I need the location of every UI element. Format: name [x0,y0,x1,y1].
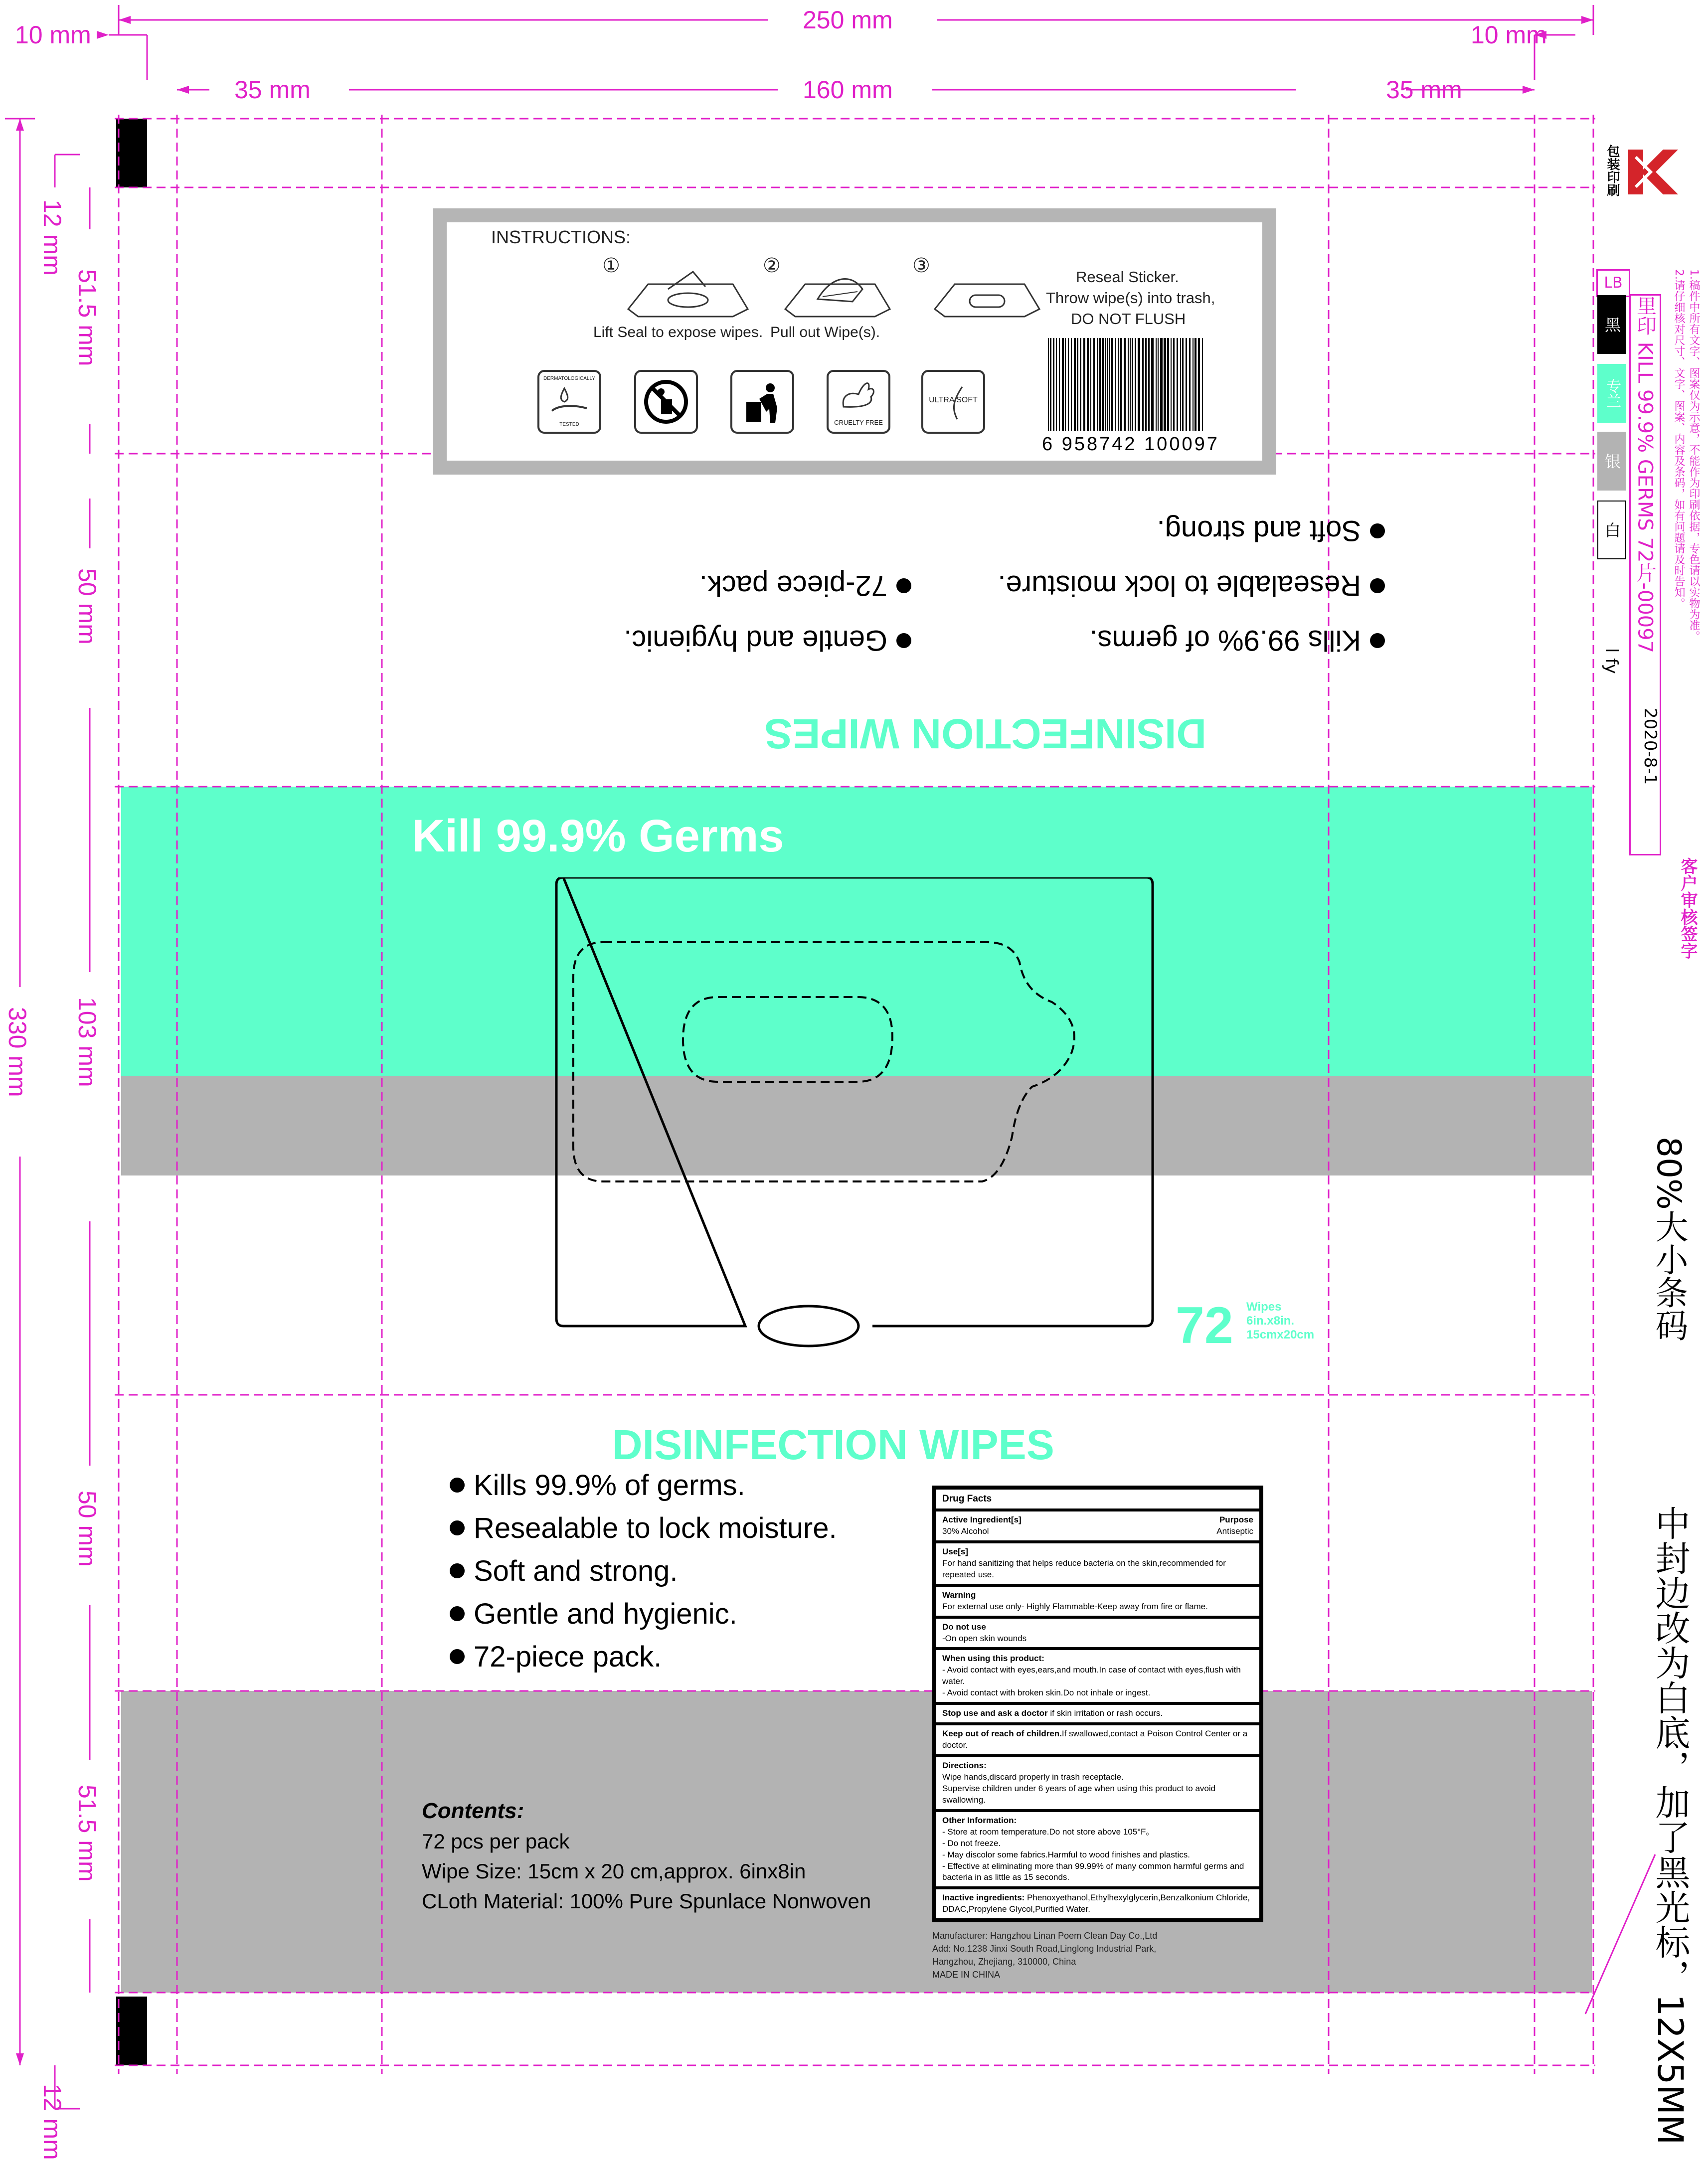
drug-facts-keep-out: Keep out of reach of children.If swallowed,contact a Poison Control Center or a doctor. [936,1722,1259,1754]
back-bullets: Kills 99.9% of germs. Resealable to lock moisture. Soft and strong. Gentle and hygienic. 72-piece pack. [450,1464,837,1678]
barcode-bar [1138,338,1140,431]
barcode-bar [1156,338,1157,431]
rabbit-icon [836,377,881,412]
back-title: DISINFECTION WIPES [612,1421,1054,1468]
manufacturer-info: Manufacturer: Hangzhou Linan Poem Clean Day Co.,Ltd Add: No.1238 Jinxi South Road,Linglong Industrial Park, Hangzhou, Zhejiang, 310000, China MADE IN CHINA [932,1931,1158,1980]
step-1-icon [618,269,758,324]
front-count-unit: Wipes [1246,1300,1282,1314]
barcode-bar [1118,338,1119,431]
lid-outline [553,877,1162,1361]
barcode-bar [1195,338,1196,431]
swatch-silver: 银 [1597,432,1626,491]
barcode-bar [1068,338,1069,431]
date: 2020-8-1 [1640,708,1660,785]
dim-left-seg-4: 103 mm [73,997,101,1087]
barcode-size-note: 80%大小条码 [1650,1137,1688,1341]
barcode-bar [1090,338,1091,431]
barcode-bar [1182,338,1184,431]
front-headline: Kill 99.9% Germs [412,811,784,861]
note-line-2: 2.请仔细核对尺寸、文字、图案、内容及条码，如有问题请及时告知。 [1673,269,1685,609]
barcode-bar [1124,338,1126,431]
step-2-icon [778,269,897,324]
dim-top-right-margin: 10 mm [1471,21,1547,49]
barcode-bar [1115,338,1116,431]
drug-facts-when-using: When using this product: - Avoid contact with eyes,ears,and mouth.In case of contact with eyes,flush with water. - Avoid contact with broken skin.Do not inhale or ingest. [936,1647,1259,1702]
badge-no-littering [634,370,698,434]
dim-left-seg-3: 50 mm [73,568,101,645]
barcode-bar [1105,338,1106,431]
badge-ultra-soft: ULTRA SOFT [921,370,985,434]
seal-note: 中封边改为白底，加了黑光标，12X5MM [1650,1506,1691,2145]
barcode-bar [1102,338,1104,431]
upside-down-panel [449,479,1396,758]
dim-left-seg-1: 12 mm [38,199,66,276]
step-3-icon [927,269,1047,324]
drug-facts-do-not-use: Do not use -On open skin wounds [936,1616,1259,1648]
step-2-number: ② [763,255,781,277]
barcode-bar [1050,338,1051,431]
dim-top-total: 250 mm [803,6,893,34]
upside-down-title: DISINFECTION WIPES [764,710,1206,757]
customer-signature: 客户审核签字 [1678,857,1698,959]
barcode-bar [1093,338,1095,431]
dim-top-left-margin: 10 mm [15,21,91,49]
barcode-bar [1142,338,1144,431]
drug-facts-title: Drug Facts [942,1494,992,1504]
trash-bin-icon [737,377,787,427]
upside-down-left-bullets: Kills 99.9% of germs. Resealable to lock moisture. Soft and strong. [998,503,1385,668]
note-line-1: 1.稿件中所有文字、图案仅为示意，不能作为印刷依据，专色请以实物为准。 [1688,269,1700,642]
front-size-in: 6in.x8in. [1246,1314,1295,1328]
barcode-bar [1071,338,1072,431]
barcode-bar [1186,338,1187,431]
dim-side-right: 35 mm [1386,76,1462,104]
barcode-bar [1160,338,1163,431]
reseal-line-3: DO NOT FLUSH [1071,310,1186,328]
barcode-bar [1193,338,1194,431]
swatch-white: 白 [1597,501,1626,559]
barcode-bar [1056,338,1057,431]
dim-center: 160 mm [803,76,893,104]
barcode-bar [1099,338,1101,431]
step-1-text: Lift Seal to expose wipes. [593,324,763,340]
drug-facts-stop-use: Stop use and ask a doctor if skin irritation or rash occurs. [936,1702,1259,1722]
barcode-bar [1171,338,1172,431]
badge-dermatology: DERMATOLOGICALLY TESTED [537,370,601,434]
dim-left-total: 330 mm [3,1007,31,1097]
contents-title: Contents: [422,1799,524,1823]
barcode-bar [1048,338,1049,431]
barcode-bar [1065,338,1066,431]
company-name: 包装印刷 [1605,145,1620,196]
barcode-bar [1148,338,1150,431]
dim-left-seg-6: 51.5 mm [73,1785,101,1882]
barcode-bar [1109,338,1110,431]
barcode-bar [1173,338,1175,431]
barcode-bar [1167,338,1169,431]
barcode-bar [1164,338,1166,431]
barcode-bar [1145,338,1147,431]
contents-line-1: 72 pcs per pack [422,1830,570,1853]
barcode-bar [1120,338,1122,431]
barcode-bar [1059,338,1060,431]
barcode-bar [1053,338,1054,431]
drug-facts-other: Other Information: - Store at room temperature.Do not store above 105°F。 - Do not freeze. - May discolor some fabrics.Harmful to wood finishes and plastics. - Effective at eliminating more than 99.99% of many common harmful germs and bacteria in as little as 15 seconds. [936,1809,1259,1887]
reseal-line-1: Reseal Sticker. [1076,268,1179,286]
step-3-number: ③ [912,255,930,277]
step-2-text: Pull out Wipe(s). [770,324,880,340]
barcode-bar [1087,338,1089,431]
designer: l fy [1601,648,1621,674]
swatch-black: 黑 [1597,295,1626,354]
product-code: 里印 KILL 99.9% GERMS 72片-00097 [1629,294,1661,855]
company-logo [1623,145,1683,199]
barcode-bar [1077,338,1078,431]
badge-trash-bin [730,370,794,434]
dim-side-left: 35 mm [234,76,311,104]
barcode-number: 6 958742 100097 [1042,434,1219,455]
drug-facts-inactive: Inactive ingredients: Phenoxyethanol,Ethylhexylglycerin,Benzalkonium Chloride, DDAC,Propylene Glycol,Purified Water. [936,1886,1259,1918]
barcode-bar [1107,338,1108,431]
barcode-bar [1177,338,1178,431]
barcode-bar [1083,338,1085,431]
barcode-bar [1080,338,1081,431]
badge-cruelty-free: CRUELTY FREE [827,370,890,434]
barcode [1046,338,1206,433]
drug-facts-warning: Warning For external use only- Highly Flammable-Keep away from fire or flame. [936,1584,1259,1616]
drug-facts-panel [932,1486,1263,1922]
contents-line-3: CLoth Material: 100% Pure Spunlace Nonwoven [422,1889,871,1913]
upside-down-right-bullets: Gentle and hygienic. 72-piece pack. [624,558,911,668]
barcode-bar [1074,338,1076,431]
barcode-bar [1180,338,1181,431]
barcode-bar [1130,338,1131,431]
dim-left-seg-7: 12 mm [38,2084,66,2160]
reseal-line-2: Throw wipe(s) into trash, [1046,289,1215,307]
front-count: 72 [1176,1297,1233,1354]
no-littering-icon [641,377,691,427]
barcode-bar [1111,338,1113,431]
dim-left-seg-5: 50 mm [73,1491,101,1567]
barcode-bar [1097,338,1098,431]
barcode-bar [1151,338,1154,431]
barcode-bar [1158,338,1159,431]
drug-facts-active: Active Ingredient[s] Purpose 30% Alcohol Antiseptic [936,1509,1259,1540]
lb-label: LB [1596,269,1630,297]
dermatology-icon [549,386,589,416]
drug-facts-directions: Directions: Wipe hands,discard properly in trash receptacle. Supervise children under 6 years of age when using this product to avoid swallowing. [936,1754,1259,1809]
drug-facts-uses: Use[s] For hand sanitizing that helps reduce bacteria on the skin,recommended for repeated use. [936,1540,1259,1584]
barcode-bar [1132,338,1133,431]
barcode-bar [1189,338,1191,431]
barcode-bar [1128,338,1129,431]
barcode-bar [1198,338,1200,431]
barcode-bar [1202,338,1203,431]
instructions-title: INSTRUCTIONS: [491,227,631,247]
swatch-green: 专兰 [1597,364,1626,423]
step-1-number: ① [602,255,620,277]
barcode-bar [1062,338,1064,431]
barcode-bar [1135,338,1136,431]
contents-line-2: Wipe Size: 15cm x 20 cm,approx. 6inx8in [422,1859,806,1883]
front-size-cm: 15cmx20cm [1246,1328,1315,1341]
dim-left-seg-2: 51.5 mm [73,269,101,366]
